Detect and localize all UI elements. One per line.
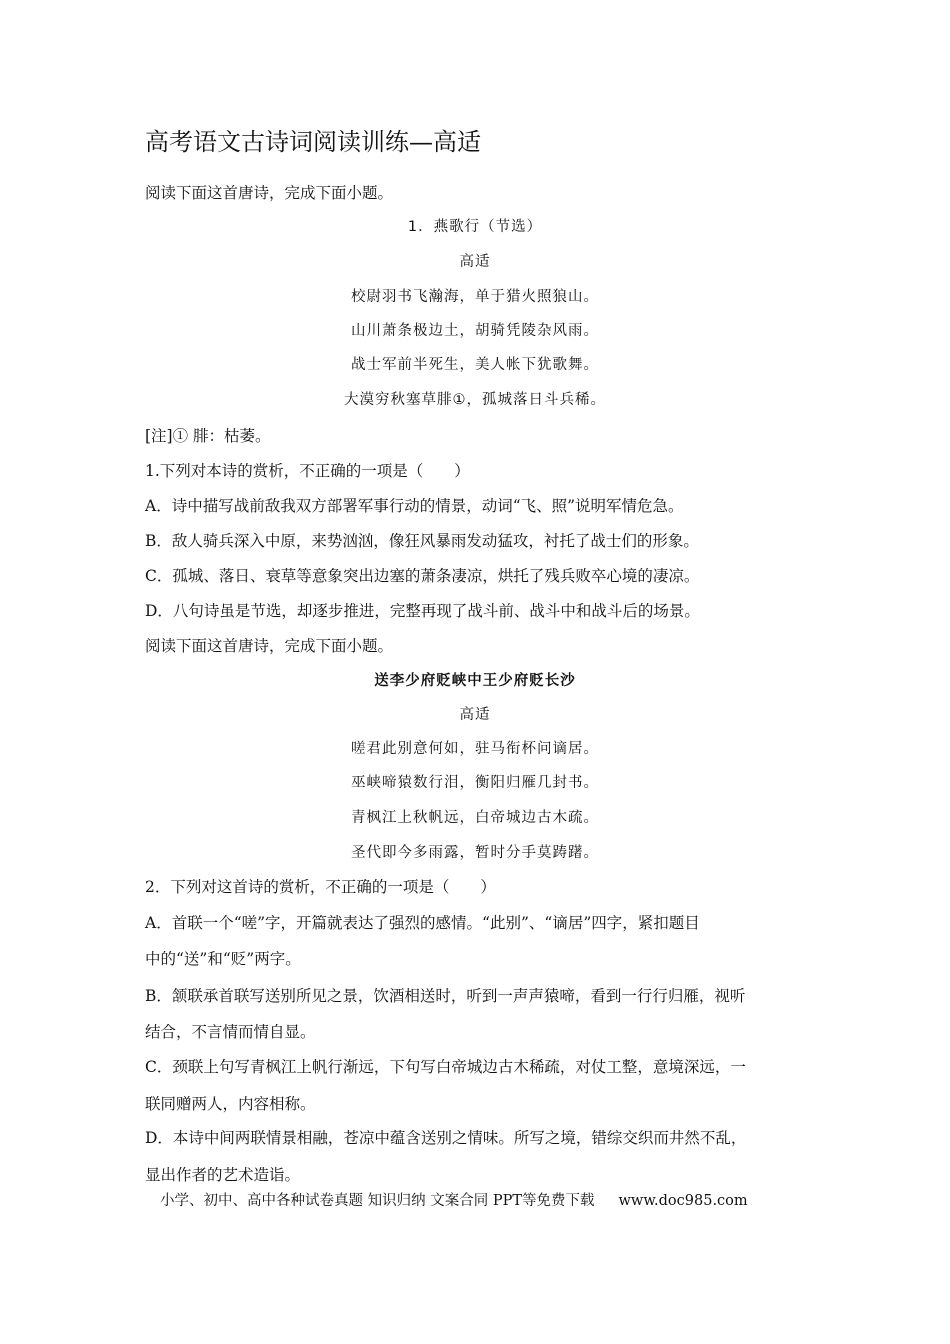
question2-option-line: C．颈联上句写青枫江上帆行渐远，下句写白帝城边古木稀疏，对仗工整，意境深远，一	[145, 1058, 746, 1076]
poem1-title: 1．燕歌行（节选）	[407, 219, 543, 235]
footer-text: 小学、初中、高中各种试卷真题 知识归纳 文案合同 PPT等免费下载	[160, 1193, 595, 1209]
poem2-author: 高适	[459, 707, 491, 723]
poem1-line: 大漠穷秋塞草腓①，孤城落日斗兵稀。	[344, 392, 606, 408]
poem2-line: 圣代即今多雨露，暂时分手莫踌躇。	[351, 845, 599, 861]
poem1-note: [注]① 腓：枯萎。	[145, 427, 271, 445]
poem2-title: 送李少府贬峡中王少府贬长沙	[374, 673, 576, 689]
page-title: 高考语文古诗词阅读训练—高适	[145, 128, 481, 156]
question1-option: A．诗中描写战前敌我双方部署军事行动的情景，动词“飞、照”说明军情危急。	[145, 497, 684, 515]
question1-option: B．敌人骑兵深入中原，来势汹汹，像狂风暴雨发动猛攻，衬托了战士们的形象。	[145, 532, 699, 550]
question2-option-line: 结合，不言情而情自显。	[145, 1023, 316, 1041]
question2: 2．下列对这首诗的赏析，不正确的一项是（ ）	[145, 878, 496, 896]
question2-option-line: B．颔联承首联写送别所见之景，饮酒相送时，听到一声声猿啼，看到一行行归雁，视听	[145, 987, 746, 1005]
poem2-line: 嗟君此别意何如，驻马衔杯问谪居。	[351, 741, 599, 757]
footer-url[interactable]: www.doc985.com	[618, 1193, 748, 1209]
poem1-author: 高适	[459, 254, 491, 270]
question2-option-line: A．首联一个“嗟”字，开篇就表达了强烈的感情。“此别”、“谪居”四字，紧扣题目	[145, 914, 700, 932]
poem2-line: 青枫江上秋帆远，白帝城边古木疏。	[351, 810, 599, 826]
question2-option-line: D．本诗中间两联情景相融，苍凉中蕴含送别之情味。所写之境，错综交织而井然不乱，	[145, 1129, 747, 1147]
poem1-line: 校尉羽书飞瀚海，单于猎火照狼山。	[351, 289, 599, 305]
poem1-line: 山川萧条极边土，胡骑凭陵杂风雨。	[351, 323, 599, 339]
footer	[160, 1190, 748, 1212]
question2-option-line: 联同赠两人，内容相称。	[145, 1095, 316, 1113]
section1-intro: 阅读下面这首唐诗，完成下面小题。	[145, 184, 394, 202]
question1-option: C．孤城、落日、衰草等意象突出边塞的萧条凄凉，烘托了残兵败卒心境的凄凉。	[145, 567, 700, 585]
poem1-line: 战士军前半死生，美人帐下犹歌舞。	[351, 357, 599, 373]
question1-option: D．八句诗虽是节选，却逐步推进，完整再现了战斗前、战斗中和战斗后的场景。	[145, 602, 700, 620]
question1: 1.下列对本诗的赏析，不正确的一项是（ ）	[145, 462, 470, 480]
poem2-line: 巫峡啼猿数行泪，衡阳归雁几封书。	[351, 775, 599, 791]
question2-option-line: 中的“送”和“贬”两字。	[145, 950, 301, 968]
section2-intro: 阅读下面这首唐诗，完成下面小题。	[145, 637, 394, 655]
question2-option-line: 显出作者的艺术造诣。	[145, 1166, 301, 1184]
